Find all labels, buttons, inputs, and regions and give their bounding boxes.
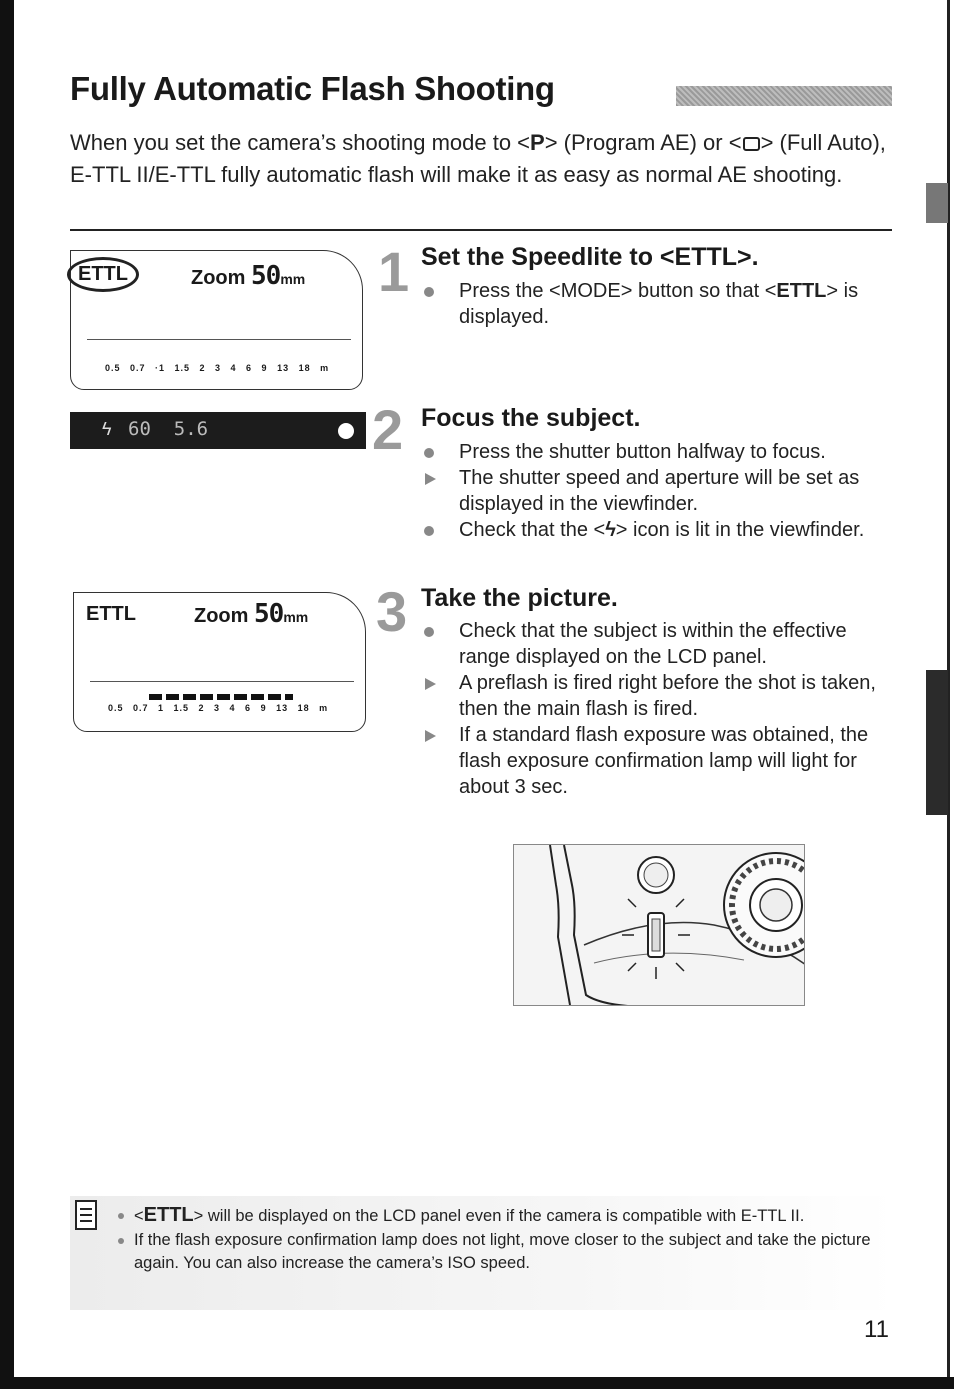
zoom-label: Zoom	[194, 605, 249, 627]
step-number-1: 1	[378, 240, 410, 303]
note-text-bold: ETTL	[143, 1204, 194, 1226]
list-item	[422, 670, 892, 722]
intro-paragraph	[70, 127, 890, 191]
zoom-value: 50	[251, 261, 281, 291]
step-title-2: Focus the subject.	[421, 404, 641, 432]
zoom-unit: mm	[280, 271, 306, 287]
result-arrow-icon	[425, 678, 436, 690]
bullet-icon	[424, 526, 434, 536]
zoom-unit: mm	[283, 609, 309, 625]
intro-text: When you set the camera’s shooting mode to <	[70, 130, 531, 155]
item-text: A preflash is fired right before the shot is taken, then the main flash is fired.	[459, 672, 876, 720]
title-decoration-bar	[676, 86, 892, 106]
item-text: Check that the subject is within the effective range displayed on the LCD panel.	[459, 620, 847, 668]
memo-line	[80, 1214, 92, 1216]
intro-text: > (Program AE) or <	[544, 130, 742, 155]
note-text: If the flash exposure confirmation lamp does not light, move closer to the subject and take the picture again. You can also increase the camera’s ISO speed.	[134, 1231, 871, 1272]
distance-scale: 0.5 0.7 1 1.5 2 3 4 6 9 13 18 m	[108, 703, 329, 713]
zoom-readout	[194, 599, 308, 629]
list-item	[422, 439, 892, 465]
result-arrow-icon	[425, 730, 436, 742]
step-number-3: 3	[376, 580, 408, 643]
zoom-readout	[191, 261, 305, 291]
bullet-icon	[424, 627, 434, 637]
step-3-list	[422, 618, 892, 800]
item-text: > icon is lit in the viewfinder.	[615, 519, 865, 541]
square-icon	[743, 137, 760, 151]
chapter-tab-marker-active	[926, 670, 948, 815]
item-text: Press the <MODE> button so that <	[459, 280, 777, 302]
note-text: > will be displayed on the LCD panel even if the camera is compatible with E-TTL II.	[193, 1207, 805, 1225]
bullet-icon	[424, 448, 434, 458]
lightning-icon: ϟ	[102, 419, 112, 439]
camera-back-illustration	[514, 845, 805, 1006]
lcd-panel-1	[70, 250, 363, 390]
item-text-bold: ETTL	[776, 280, 827, 302]
chapter-tab-marker	[926, 183, 948, 223]
lightning-icon: ϟ	[605, 519, 616, 541]
page-number: 11	[864, 1316, 889, 1343]
memo-line	[80, 1208, 92, 1210]
exposure-readout: 60 5.6	[128, 418, 209, 440]
distance-scale: 0.5 0.7 ·1 1.5 2 3 4 6 9 13 18 m	[105, 363, 330, 373]
note-item	[118, 1229, 878, 1275]
viewfinder-display	[70, 412, 366, 449]
page-title: Fully Automatic Flash Shooting	[70, 70, 555, 107]
flash-confirmation-lamp-illustration	[513, 844, 805, 1006]
item-text: The shutter speed and aperture will be set as displayed in the viewfinder.	[459, 467, 860, 515]
highlight-oval	[67, 257, 139, 292]
zoom-value: 50	[254, 599, 284, 629]
notes-list	[118, 1204, 878, 1276]
note-item	[118, 1204, 878, 1228]
zoom-label: Zoom	[191, 267, 246, 289]
result-arrow-icon	[425, 473, 436, 485]
step-title-3: Take the picture.	[421, 584, 618, 612]
item-text: Check that the <	[459, 519, 606, 541]
lcd-divider	[87, 339, 351, 340]
lcd-panel-2	[73, 592, 366, 732]
range-bars	[149, 694, 293, 700]
memo-icon	[75, 1200, 97, 1230]
page-edge-bottom	[0, 1377, 954, 1389]
ettl-mode-indicator	[67, 257, 139, 292]
list-item	[422, 618, 892, 670]
program-ae-symbol: P	[530, 130, 545, 155]
bullet-icon	[424, 287, 434, 297]
list-item	[422, 278, 892, 330]
mode-label: ETTL	[78, 263, 128, 285]
mode-label: ETTL	[86, 603, 136, 625]
list-item	[422, 722, 892, 800]
step-1-list	[422, 278, 892, 330]
intro-text: > (Full Auto), E-TTL II/E-TTL fully automatic flash will make it as easy as normal AE shooting.	[70, 130, 886, 187]
focus-confirmation-dot	[338, 423, 354, 439]
item-text: Press the shutter button halfway to focus.	[459, 441, 826, 463]
step-number-2: 2	[372, 398, 404, 461]
step-title-1: Set the Speedlite to <ETTL>.	[421, 243, 759, 271]
page-edge-left	[0, 0, 14, 1389]
lcd-divider	[90, 681, 354, 682]
item-text: If a standard flash exposure was obtained, the flash exposure confirmation lamp will light for about 3 sec.	[459, 724, 869, 798]
list-item	[422, 517, 892, 543]
note-text: <	[134, 1207, 144, 1225]
notes-box	[70, 1196, 896, 1310]
item-text: > is displayed.	[459, 280, 859, 328]
memo-line	[80, 1220, 92, 1222]
section-divider	[70, 229, 892, 231]
step-2-list	[422, 439, 892, 543]
list-item	[422, 465, 892, 517]
